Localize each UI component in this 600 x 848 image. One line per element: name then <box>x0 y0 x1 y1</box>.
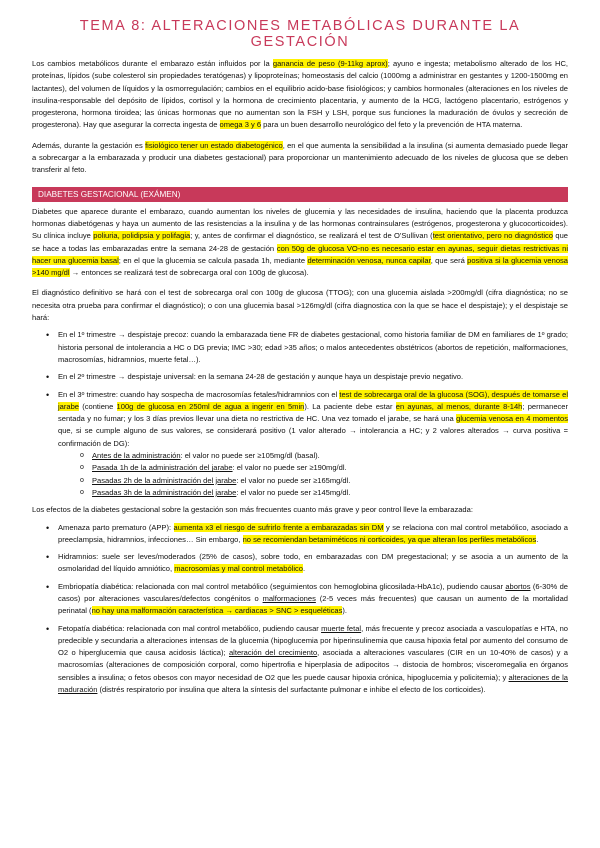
highlight: test de sobrecarga oral de la glucosa (SOG), después de tomarse el jarabe <box>58 389 568 411</box>
effects-list <box>32 522 568 697</box>
list-item-embriopatia: • Embriopatía diabética: relacionada con mal control metabólico (seguimientos con hemoglobina glicosilada-HbA1c), pudiendo causar abortos (6-30% de casos) por alteraciones vasculares/defectos congénitos o malformaciones (2-5 veces más frecuentes) que causan un aumento de la mortalidad perinatal (no hay una malformación característica → cardiacas > SNC > esqueléticas). <box>58 581 568 618</box>
dg-paragraph-1: Diabetes que aparece durante el embarazo, cuando aumentan los niveles de glucemia y las necesidades de insulina, haciendo que la placenta produzca hormonas diabetógenas y haya un aumento de las resistencias a la insulina y de las hormonas contrainsulares (estrógenos, progesterona y glucocorticoides). Su clínica incluye poliuria, polidipsia y polifagia; y, antes de confirmar el diagnóstico, se realizará el test de O'Sullivan (test orientativo, pero no diagnóstico que se hace a todas las embarazadas entre la semana 24-28 de gestación con 50g de glucosa VO-no es necesario estar en ayunas, seguir dietas restrictivas ni hacer una glucemia basal; en el que la glucemia se calcula pasada 1h, mediante determinación venosa, nunca capilar, que será positiva si la glucemia venosa >140 mg/dl → entonces se realizará test de sobrecarga oral con 100g de glucosa). <box>32 206 568 278</box>
highlight: poliuria, polidipsia y polifagia <box>93 231 191 241</box>
highlight: fisiológico tener un estado diabetogénico <box>145 140 283 150</box>
sog-value-item: o Pasadas 2h de la administración del jarabe: el valor no puede ser ≥165mg/dl. <box>92 475 568 487</box>
highlight: macrosomías y mal control metabólico <box>174 564 303 574</box>
list-item-trimester-2: • En el 2º trimestre → despistaje universal: en la semana 24-28 de gestación y aunque haya un despistaje previo negativo. <box>58 371 568 383</box>
list-item-trimester-3: • En el 3º trimestre: cuando hay sospecha de macrosomías fetales/hidramnios con el test de sobrecarga oral de la glucosa (SOG), después de tomarse el jarabe (contiene 100g de glucosa en 250ml de agua a ingerir en 5min). La paciente debe estar en ayunas, al menos, durante 8-14h; permanecer sentada y no fumar; y los 3 días previos llevar una dieta no restrictiva de HC. Una vez tomado el jarabe, se hará una glucemia venosa en 4 momentos que, si se cumple alguno de sus valores, se considerará positivo (1 valor alterado → intolerancia a HC; y 2 valores alterados → curva positiva = confirmación de DG): o Antes de la administración: el valor no puede ser ≥105mg/dl (basal). o Pasada 1h de la administración del jarabe: el valor no puede ser ≥190mg/dl. o Pasadas 2h de la administración del jarabe: el valor no puede ser ≥165mg/dl. o Pasadas 3h de la administración del jarabe: el valor no puede ser ≥145mg/dl. <box>58 389 568 500</box>
trimester-list <box>32 329 568 499</box>
sog-value-item: o Antes de la administración: el valor no puede ser ≥105mg/dl (basal). <box>92 450 568 462</box>
page-title: TEMA 8: ALTERACIONES METABÓLICAS DURANTE LA GESTACIÓN <box>79 18 521 50</box>
dg-paragraph-2: El diagnóstico definitivo se hará con el test de sobrecarga oral con 100g de glucosa (TTOG); con una glucemia aislada >200mg/dl (cifra diagnóstica; no se necesita otra prueba para confirmar el diagnóstico); o con una glucemia basal >126mg/dl (cifra diagnostica con la que se hace el despistaje); y el despistaje se hará: <box>32 288 568 323</box>
sog-values-list <box>58 450 568 499</box>
highlight: positiva si la glucemia venosa >140 mg/dl <box>32 255 568 278</box>
section-banner: DIABETES GESTACIONAL (EXÁMEN) <box>32 187 568 202</box>
sog-value-item: o Pasada 1h de la administración del jarabe: el valor no puede ser ≥190mg/dl. <box>92 462 568 474</box>
list-item-hidramnios: • Hidramnios: suele ser leves/moderados (25% de casos), sobre todo, en embarazadas con DM pregestacional; y se asocia a un aumento de la osmolaridad del líquido amniótico, macrosomías y mal control metabólico. <box>58 551 568 576</box>
highlight: en ayunas, al menos, durante 8-14h <box>395 401 523 411</box>
highlight: con 50g de glucosa VO-no es necesario estar en ayunas, seguir dietas restrictivas ni hacer una glucemia basal <box>32 243 568 265</box>
sog-value-item: o Pasadas 3h de la administración del jarabe: el valor no puede ser ≥145mg/dl. <box>92 487 568 499</box>
highlight: determinación venosa, nunca capilar <box>307 255 431 265</box>
list-item-app: • Amenaza parto prematuro (APP): aumenta x3 el riesgo de sufrirlo frente a embarazadas sin DM y se relaciona con mal control metabólico, asociado a preeclampsia, hidramnios, infecciones… Sin embargo, no se recomiendan betamiméticos ni corticoides, ya que alteran los perfiles metabólicos. <box>58 522 568 547</box>
highlight: glucemia venosa en 4 momentos <box>456 414 568 424</box>
effects-intro: Los efectos de la diabetes gestacional sobre la gestación son más frecuentes cuanto más grave y peor control lleve la embarazada: <box>32 505 473 515</box>
highlight: aumenta x3 el riesgo de sufrirlo frente a embarazadas sin DM <box>173 522 384 532</box>
highlight: ganancia de peso (9-11kg aprox) <box>272 59 388 68</box>
highlight: no se recomiendan betamiméticos ni corticoides, ya que alteran los perfiles metabólicos <box>242 534 537 544</box>
intro-paragraph-1: Los cambios metabólicos durante el embarazo están influidos por la ganancia de peso (9-11kg aprox); ayuno e ingesta; metabolismo alterado de los HC, proteínas, lípidos (sube colesterol sin propiedades teratógenas) y lipoproteínas; homeostasis del calcio (1000mg a administrar en gestantes y 1200-1500mg en lactantes), del volumen de líquidos y la osmorregulación; cambios en el equilibrio acido-base fisiológicos; y cambios hormonales (alteraciones en los niveles de insulina-responsable del depósito de lípidos, cortisol y la hormona de crecimiento placentaria, y aumento de la HCG, lactógeno placentario, estrógenos y progesterona, hormona tiroidea; las únicas hormonas que no aumentan son la FSH y LSH, porque sus funciones la maduración de óvulos y secreción de progesterona). Hay que asegurar la correcta ingesta de omega 3 y 6 para un buen desarrollo neurológico del feto y la prevención de HTA materna. <box>32 59 568 130</box>
highlight: omega 3 y 6 <box>219 120 262 130</box>
highlight: 100g de glucosa en 250ml de agua a ingerir en 5min <box>116 401 305 411</box>
list-item-trimester-1: • En el 1º trimestre → despistaje precoz: cuando la embarazada tiene FR de diabetes gestacional, como historia familiar de DM en familiares de 1º grado; historia personal de intolerancia a HC o DG previa; IMC >30; edad >35 años; o malos antecedentes obstétricos (abortos de repetición, malformaciones, macrosomías, hidramnios, muerte fetal…). <box>58 329 568 366</box>
highlight: no hay una malformación característica → cardiacas > SNC > esqueléticas <box>91 606 343 616</box>
list-item-fetopatia: • Fetopatía diabética: relacionada con mal control metabólico, pudiendo causar muerte fetal, más frecuente y precoz asociada a vasculopatías e HTA, no predecible y secundaria a alteraciones intensas de la glucemia (hipoglucemia por hiperinsulinemia que causa hipoxia fetal por aumento del consumo de O2 o hiperglucemia que causa acidosis láctica); alteración del crecimiento, asociada a alteraciones vasculares (CIR en un 10-40% de casos) y a macrosomías (alteraciones de composición corporal, como hipertrofia e hiperplasia de adipocitos → distocia de hombros; visceromegalia en órganos sensibles a insulina; o fetos obesos con mayor necesidad de O2 que les puede causar hipoxia crónica, hipoglucemia y policitemia); y alteraciones de la maduración (distrés respiratorio por insulina que altera la síntesis del surfactante pulmonar e inhibe el efecto de los corticoides). <box>58 623 568 697</box>
highlight: test orientativo, pero no diagnóstico <box>432 231 554 241</box>
intro-paragraph-2: Además, durante la gestación es fisiológico tener un estado diabetogénico, en el que aumenta la sensibilidad a la insulina (si aumenta demasiado puede llegar a sobrecargar a la embarazada y producir una diabetes gestacional) para proporcionar un mantenimiento adecuado de los niveles de glucosa que se deben transferir al feto. <box>32 140 569 175</box>
